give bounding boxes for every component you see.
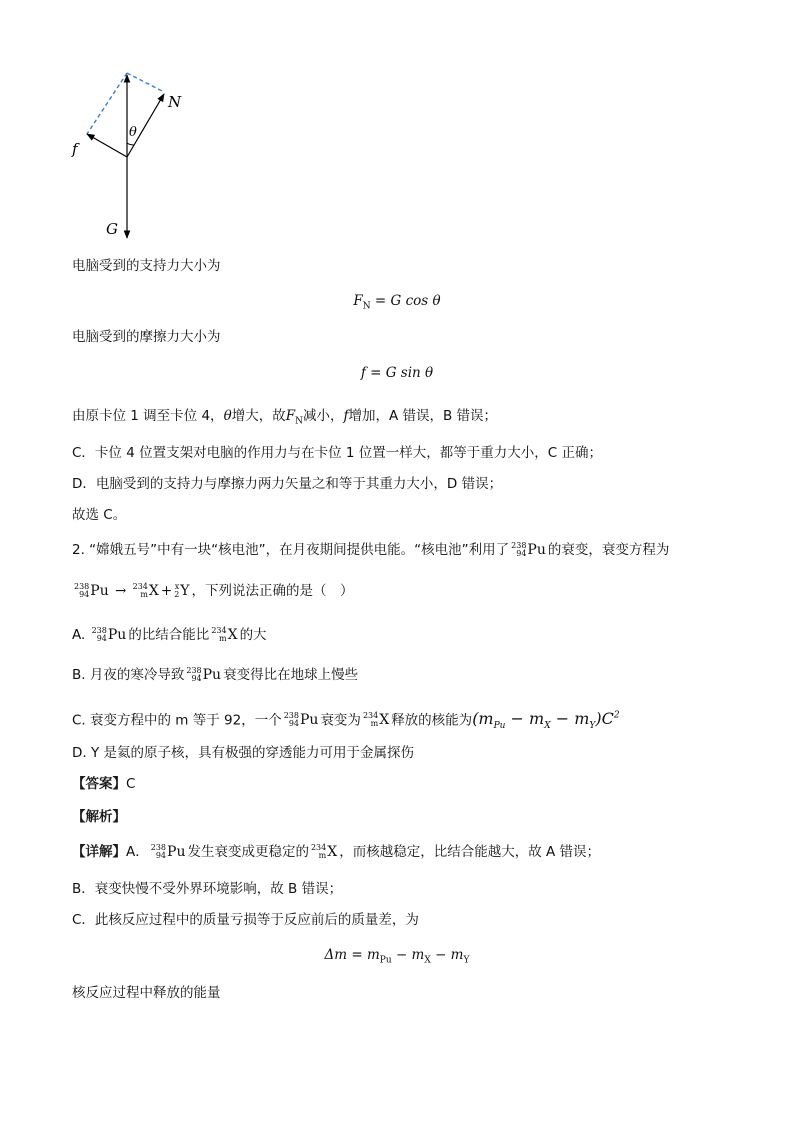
opt-c-c: 释放的核能为 [391, 712, 473, 729]
text-option-d-explain: D．电脑受到的支持力与摩擦力两力矢量之和等于其重力大小，D 错误； [72, 476, 503, 492]
opt-c-x-symbol: X [379, 712, 390, 729]
eq-pu [74, 582, 109, 600]
question-2-stem [72, 541, 669, 559]
label-G: G [106, 220, 118, 238]
l3-fn-sub: N [295, 416, 303, 427]
q2-b: 的衰变，衰变方程为 [547, 542, 670, 558]
dashed-edge-top-left [87, 73, 127, 134]
detail-tag: 【详解】 [72, 844, 126, 860]
eq-y-charge: 2 [174, 590, 180, 599]
eq-x-mass: 234 [132, 582, 148, 591]
eq3-pu: Pu [379, 955, 392, 966]
opt-c-sub-pu: Pu [493, 721, 506, 732]
arrow: → [115, 583, 127, 599]
eq3-c: − m [430, 947, 464, 963]
detail-a: A． [126, 844, 149, 860]
l3-f: f [343, 408, 349, 424]
opt-c-x-charge: m [370, 719, 379, 729]
pu-charge: 94 [516, 549, 527, 558]
pu-symbol: Pu [527, 542, 546, 558]
nuclide-pu [511, 541, 546, 559]
opt-c-sub-x: X [544, 721, 551, 732]
eq3-y: Y [463, 955, 470, 966]
detail-line [72, 843, 600, 861]
label-f: f [72, 140, 78, 158]
eq3-a: Δm = m [324, 947, 380, 963]
l3-fn: F [285, 408, 296, 424]
l3-theta: θ [223, 408, 232, 424]
opt-b-pu-symbol: Pu [202, 667, 222, 683]
answer-tag: 【答案】 [72, 776, 126, 792]
detail-x-mass: 234 [310, 843, 327, 852]
eq-x-symbol: X [148, 583, 159, 599]
opt-c-x-mass: 234 [362, 711, 379, 721]
l3-b: 增大，故 [231, 408, 286, 424]
opt-a-b: 的比结合能比 [128, 627, 210, 643]
opt-a-x-charge: m [219, 634, 227, 643]
detail-c: ，而核越稳定，比结合能越大，故 A 错误； [339, 844, 601, 860]
eq-pu-symbol: Pu [90, 583, 109, 599]
answer-value: C [126, 776, 136, 792]
detail-pu-charge: 94 [155, 851, 167, 860]
opt-c-f4: )C [595, 709, 614, 729]
option-b [72, 666, 358, 684]
opt-c-pu-mass: 238 [283, 711, 299, 721]
opt-a-pu-charge: 94 [96, 634, 107, 643]
eq1-lhs: F [353, 293, 363, 309]
opt-c-f2: − m [505, 709, 545, 729]
explain-c: C．此核反应过程中的质量亏损等于反应前后的质量差，为 [72, 912, 419, 928]
answer-line [72, 775, 135, 793]
explain-b: B．衰变快慢不受外界环境影响，故 B 错误； [72, 881, 343, 897]
eq3-b: − m [391, 947, 425, 963]
pu-mass: 238 [511, 541, 527, 550]
eq1-rhs: = G cos θ [370, 293, 441, 309]
equation-friction [0, 364, 794, 382]
opt-c-sup: 2 [613, 711, 620, 721]
eq-y [174, 582, 189, 600]
decay-equation [72, 582, 354, 600]
opt-c-a: C. 衰变方程中的 m 等于 92，一个 [72, 712, 282, 729]
opt-b-a: B. 月夜的寒冷导致 [72, 667, 185, 683]
q2-c: ，下列说法正确的是（ ） [191, 583, 354, 599]
text-choose-c: 故选 C。 [72, 507, 127, 523]
angle-arc [127, 143, 134, 145]
opt-b-b: 衰变得比在地球上慢些 [223, 667, 359, 683]
eq1-sub: N [362, 301, 371, 312]
opt-a-label: A. [72, 627, 86, 643]
detail-x [311, 843, 337, 861]
text-support-force: 电脑受到的支持力大小为 [72, 258, 221, 274]
detail-x-charge: m [318, 851, 327, 860]
eq-pu-charge: 94 [79, 590, 90, 599]
dashed-edge-top-right [127, 73, 164, 92]
opt-c-sub-y: Y [589, 721, 596, 732]
q2-a: 2. “嫦娥五号”中有一块“核电池”，在月夜期间提供电能。“核电池”利用了 [72, 542, 510, 558]
force-diagram [60, 62, 190, 247]
detail-pu-symbol: Pu [167, 844, 186, 860]
analysis-line [72, 808, 126, 826]
opt-a-x-symbol: X [227, 627, 238, 643]
opt-a-pu-mass: 238 [91, 626, 107, 635]
text-friction-force: 电脑受到的摩擦力大小为 [72, 329, 221, 345]
text-slot-change [72, 407, 497, 431]
friction-arrow [87, 134, 127, 157]
opt-a-pu [92, 626, 127, 644]
equation-normal-force [0, 292, 794, 316]
eq2-text: f = G sin θ [360, 365, 434, 381]
opt-c-b: 衰变为 [320, 712, 361, 729]
eq-pu-mass: 238 [74, 582, 90, 591]
option-d: D. Y 是氦的原子核，具有极强的穿透能力可用于金属探伤 [72, 745, 415, 761]
detail-x-symbol: X [327, 844, 338, 860]
opt-b-pu-charge: 94 [191, 674, 202, 683]
equation-mass-defect [0, 946, 794, 970]
opt-a-x-mass: 234 [211, 626, 227, 635]
opt-c-pu-symbol: Pu [300, 712, 319, 729]
label-N: N [168, 93, 182, 111]
eq-y-mass: x [174, 582, 180, 591]
opt-a-pu-symbol: Pu [107, 627, 127, 643]
analysis-tag: 【解析】 [72, 809, 126, 825]
opt-c-formula [472, 709, 620, 732]
opt-c-x [363, 711, 389, 729]
opt-b-pu [186, 666, 221, 684]
option-c [72, 707, 620, 736]
detail-pu-mass: 238 [150, 843, 167, 852]
opt-a-c: 的大 [239, 627, 267, 643]
eq-x [133, 582, 159, 600]
label-theta: θ [129, 125, 137, 140]
eq3-x: X [424, 955, 431, 966]
l3-d: 增加，A 错误，B 错误； [348, 408, 498, 424]
eq-y-symbol: Y [180, 583, 190, 599]
opt-c-pu-charge: 94 [288, 719, 299, 729]
opt-b-pu-mass: 238 [186, 666, 202, 675]
opt-a-x [211, 626, 237, 644]
l3-a: 由原卡位 1 调至卡位 4， [72, 408, 224, 424]
text-released-energy: 核反应过程中释放的能量 [72, 985, 221, 1001]
plus: + [160, 583, 173, 599]
option-a [72, 626, 267, 644]
detail-b: 发生衰变成更稳定的 [187, 844, 309, 860]
text-option-c-explain: C．卡位 4 位置支架对电脑的作用力与在卡位 1 位置一样大，都等于重力大小，C 正确； [72, 445, 602, 461]
l3-c: 减小， [302, 408, 344, 424]
eq-x-charge: m [140, 590, 148, 599]
detail-pu [151, 843, 186, 861]
opt-c-f1: (m [472, 709, 494, 729]
opt-c-pu [284, 711, 319, 729]
opt-c-f3: − m [550, 709, 590, 729]
